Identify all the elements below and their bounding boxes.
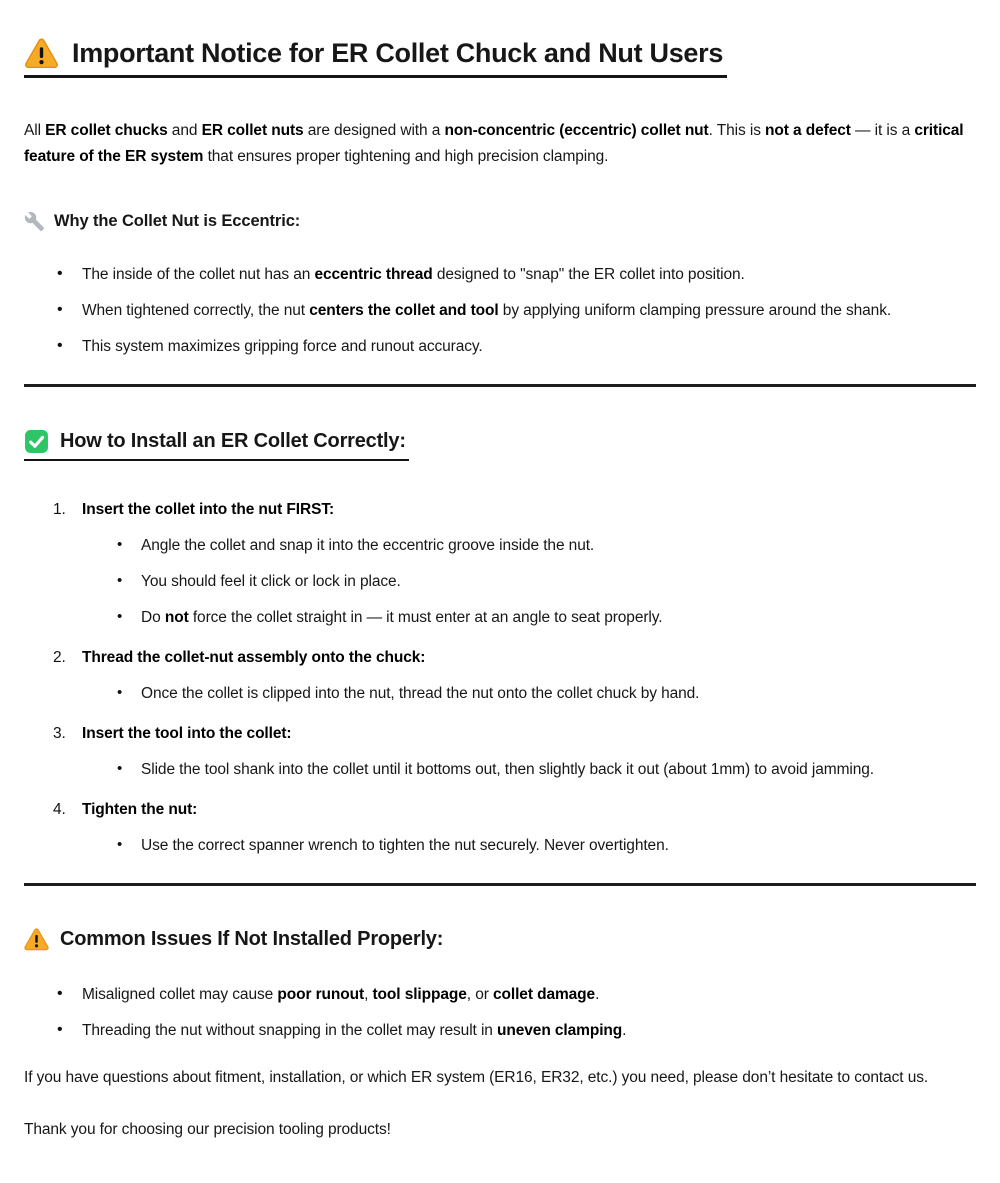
step-bullets [82, 682, 976, 705]
bullet-item [117, 534, 976, 557]
bullet-item [117, 570, 976, 593]
text: that ensures proper tightening and high precision clamping. [203, 148, 609, 166]
bold-text: ER collet nuts [201, 122, 304, 140]
step-title: Insert the tool into the collet: [82, 725, 292, 743]
issues-heading-row [24, 911, 976, 967]
issues-heading-text: Common Issues If Not Installed Properly: [60, 927, 444, 950]
section-divider [24, 384, 976, 387]
text: When tightened correctly, the nut [82, 302, 310, 320]
text: designed to "snap" the ER collet into position. [432, 266, 745, 284]
step-bullets [82, 534, 976, 629]
step-item [53, 722, 976, 781]
bold-text: non-concentric (eccentric) collet nut [444, 122, 709, 140]
intro-paragraph [24, 118, 970, 170]
text: Use the correct spanner wrench to tighten the nut securely. Never overtighten. [141, 837, 669, 855]
section-divider [24, 883, 976, 886]
text: . This is [708, 122, 766, 140]
bullet-item [117, 758, 976, 781]
step-bullets [82, 834, 976, 857]
text: This system maximizes gripping force and runout accuracy. [82, 338, 483, 356]
text: You should feel it click or lock in place. [141, 573, 401, 591]
text: Angle the collet and snap it into the eccentric groove inside the nut. [141, 537, 595, 555]
bold-text: tool slippage [372, 985, 467, 1003]
text: All [24, 122, 46, 140]
step-item [53, 798, 976, 857]
check-icon [24, 429, 49, 454]
warning-triangle-icon [24, 38, 59, 69]
bold-text: collet damage [493, 985, 596, 1003]
issues-bullet-list [24, 983, 976, 1042]
bullet-item [55, 335, 975, 358]
bold-text: critical feature of the ER system [24, 122, 964, 166]
text: force the collet straight in — it must enter at an angle to seat properly. [188, 609, 663, 627]
text: by applying uniform clamping pressure around the shank. [498, 302, 892, 320]
why-heading-row [24, 194, 976, 248]
bullet-item [55, 1019, 975, 1042]
install-heading-text: How to Install an ER Collet Correctly: [60, 429, 406, 452]
text: . [622, 1021, 627, 1039]
step-title: Tighten the nut: [82, 801, 198, 819]
why-heading-text: Why the Collet Nut is Eccentric: [54, 211, 301, 230]
bold-text: not [164, 609, 189, 627]
bold-text: uneven clamping [497, 1021, 623, 1039]
bold-text: eccentric thread [314, 266, 433, 284]
bullet-item [55, 263, 975, 286]
bold-text: not a defect [765, 122, 851, 140]
step-item [53, 646, 976, 705]
warning-triangle-icon [24, 928, 49, 951]
page-title-text: Important Notice for ER Collet Chuck and Nut Users [72, 38, 724, 69]
install-steps-list [24, 498, 976, 857]
install-heading [24, 429, 409, 461]
bullet-item [55, 983, 975, 1006]
why-heading [24, 211, 300, 232]
text: and [167, 122, 202, 140]
text: Once the collet is clipped into the nut, thread the nut onto the collet chuck by hand. [141, 685, 700, 703]
text: , [364, 985, 373, 1003]
page-title [24, 38, 727, 78]
step-title: Insert the collet into the nut FIRST: [82, 501, 335, 519]
text: — it is a [850, 122, 915, 140]
text: . [595, 985, 600, 1003]
step-bullets [82, 758, 976, 781]
text: Misaligned collet may cause [82, 985, 278, 1003]
text: , or [466, 985, 493, 1003]
closing-paragraph: If you have questions about fitment, installation, or which ER system (ER16, ER32, etc.) you need, please don’t hesitate to contact us. [24, 1068, 929, 1086]
step-title: Thread the collet-nut assembly onto the chuck: [82, 649, 426, 667]
step-item [53, 498, 976, 629]
text: The inside of the collet nut has an [82, 266, 315, 284]
bold-text: centers the collet and tool [309, 302, 499, 320]
text: Slide the tool shank into the collet until it bottoms out, then slightly back it out (about 1mm) to avoid jamming. [141, 761, 874, 779]
bold-text: ER collet chucks [45, 122, 168, 140]
bold-text: poor runout [277, 985, 365, 1003]
bullet-item [117, 682, 976, 705]
install-heading-row [24, 412, 976, 477]
bullet-item [117, 606, 976, 629]
title-row [24, 20, 976, 96]
bullet-item [117, 834, 976, 857]
text: Threading the nut without snapping in the collet may result in [82, 1021, 498, 1039]
text: are designed with a [303, 122, 445, 140]
text: Do [141, 609, 165, 627]
wrench-icon [24, 211, 45, 232]
issues-heading [24, 928, 443, 951]
thanks-paragraph: Thank you for choosing our precision tooling products! [24, 1120, 391, 1138]
bullet-item [55, 299, 975, 322]
why-bullet-list [24, 263, 976, 358]
